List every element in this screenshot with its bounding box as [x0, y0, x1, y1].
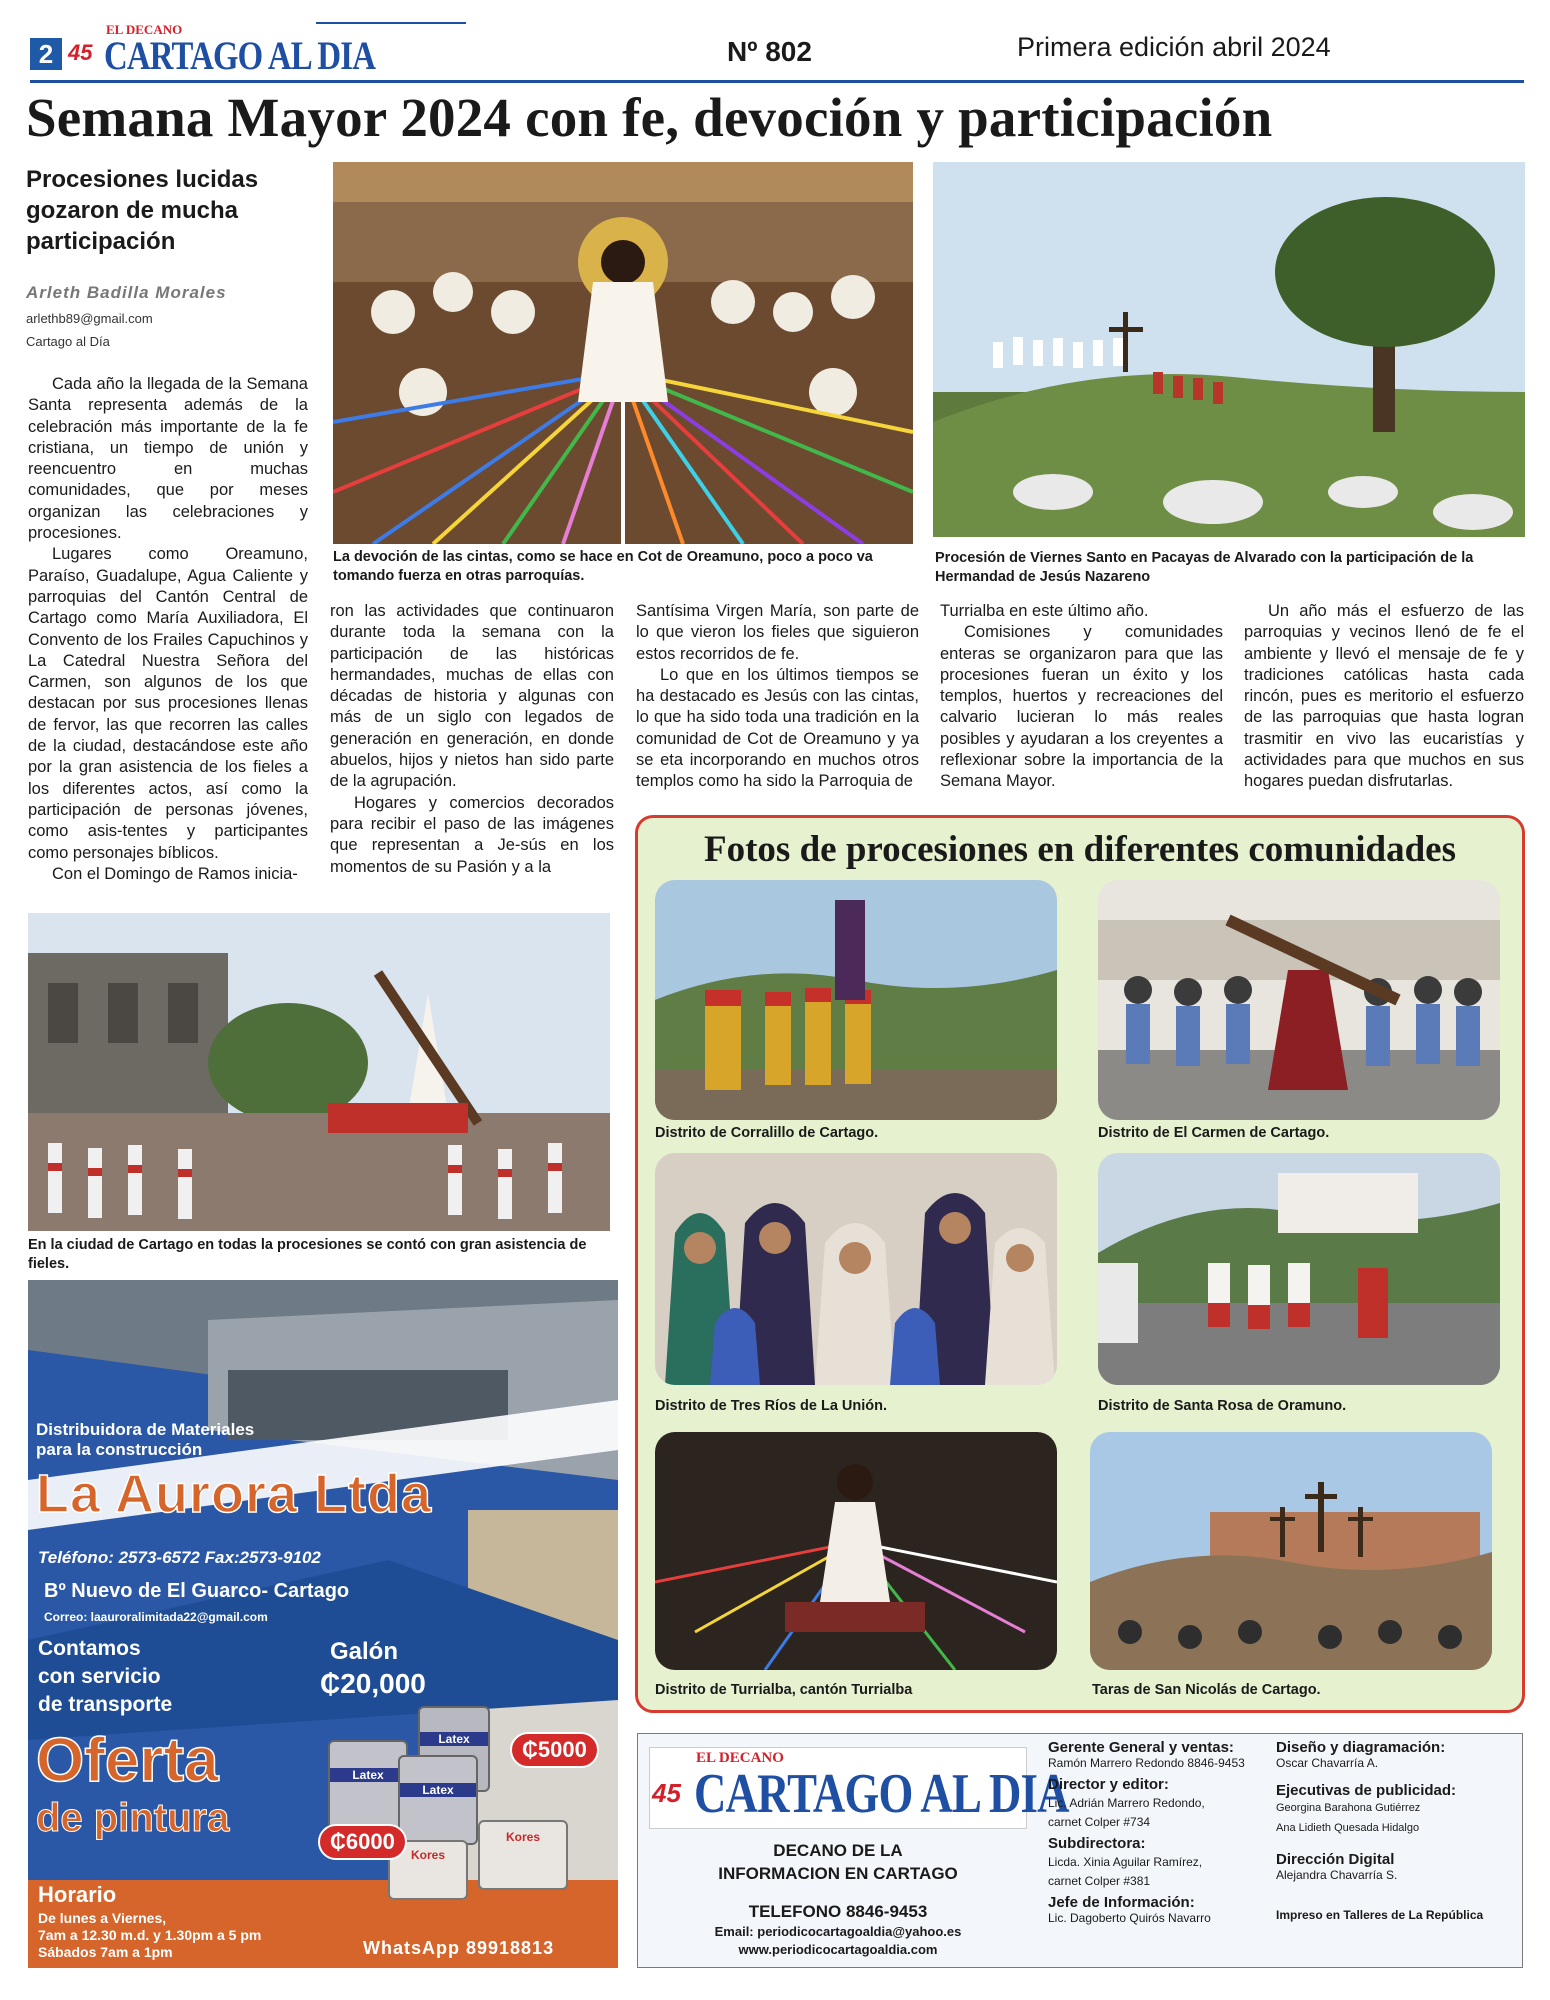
- ad-email[interactable]: Correo: laauroralimitada22@gmail.com: [44, 1610, 268, 1624]
- can-brand: Kores: [505, 1830, 540, 1844]
- caption-pacayas: Procesión de Viernes Santo en Pacayas de Alvarado con la participación de la Hermandad de Jesús Nazareno: [935, 550, 1474, 585]
- can-brand: Kores: [410, 1848, 445, 1862]
- newspaper-logo[interactable]: [68, 22, 376, 78]
- caption-cartago: En la ciudad de Cartago en todas la procesiones se contó con gran asistencia de fieles.: [28, 1237, 587, 1272]
- article-column-5: [1244, 601, 1524, 793]
- subheadline: Procesiones lucidas gozaron de mucha participación: [26, 166, 259, 255]
- caption-ribbons: La devoción de las cintas, como se hace en Cot de Oreamuno, poco a poco va tomando fuerza en otras parroquías.: [333, 549, 873, 584]
- gallery-caption: Taras de San Nicolás de Cartago.: [1092, 1682, 1321, 1698]
- staff-name: Ramón Marrero Redondo 8846-9453: [1048, 1756, 1245, 1770]
- staff-name: Georgina Barahona Gutiérrez: [1276, 1802, 1421, 1814]
- paragraph: Turrialba en este último año.: [940, 602, 1149, 620]
- gallery-photo-turrialba: [655, 1432, 1057, 1670]
- ad-phones: Teléfono: 2573-6572 Fax:2573-9102: [38, 1548, 321, 1567]
- logo-badge: 45: [68, 40, 93, 65]
- paragraph: ron las actividades que continuaron durante toda la semana con la participación de las históricas hermandades, muchas de ellas con décadas de historia y algunas con más de un siglo con legados de generación en generación, en donde abuelos, hijos y nietos han sido parte de la agrupación.: [330, 602, 614, 791]
- can-label: Latex: [420, 1732, 488, 1746]
- ad-hours-title: Horario: [38, 1882, 117, 1907]
- masthead-logo-badge: 45: [652, 1778, 681, 1808]
- masthead-slogan-line-1: DECANO DE LA: [773, 1841, 903, 1860]
- masthead-slogan: [649, 1839, 1027, 1885]
- photo-ribbons-procession: [333, 162, 913, 544]
- ad-price-badge-1: ₵5000: [510, 1732, 599, 1768]
- gallery-caption: Distrito de El Carmen de Cartago.: [1098, 1125, 1330, 1141]
- gallery-caption: Distrito de Corralillo de Cartago.: [655, 1125, 879, 1141]
- advertisement-la-aurora[interactable]: [28, 1280, 618, 1968]
- headline: Semana Mayor 2024 con fe, devoción y participación: [26, 87, 1273, 148]
- paragraph: Lugares como Oreamuno, Paraíso, Guadalupe, Agua Caliente y parroquias del Cantón Central de Cartago como María Auxiliadora, El Convento de los Frailes Capuchinos y La Catedral Nuestra Señora del Carmen, son algunos de los que destacan por sus procesiones llenas de fervor, las que recorren las calles de la ciudad, destacándose este año por la gran asistencia de los fieles a los diferentes actos, así como la participación de personas jóvenes, como asis-tentes y participantes como personajes bíblicos.: [28, 545, 308, 862]
- masthead-logo[interactable]: [649, 1747, 1069, 1829]
- ad-company-name: La Aurora Ltda: [36, 1464, 433, 1524]
- staff-label: Jefe de Información:: [1048, 1894, 1195, 1911]
- staff-name: Licda. Xinia Aguilar Ramírez,: [1048, 1855, 1203, 1869]
- staff-name: Ana Lidieth Quesada Hidalgo: [1276, 1822, 1420, 1834]
- ad-hours-line-2: 7am a 12.30 m.d. y 1.30pm a 5 pm: [38, 1927, 262, 1943]
- article-column-3: [636, 601, 919, 793]
- masthead-email[interactable]: Email: periodicocartagoaldia@yahoo.es: [714, 1924, 962, 1939]
- can-label: Latex: [400, 1783, 476, 1797]
- ad-galon-price: ₵20,000: [320, 1668, 426, 1699]
- photo-cartago-procession: [28, 913, 610, 1231]
- staff-name: Lic. Adrián Marrero Redondo,: [1048, 1796, 1205, 1810]
- staff-label: Director y editor:: [1048, 1776, 1169, 1793]
- masthead-logo-name: CARTAGO AL DIA: [694, 1763, 1069, 1825]
- gallery-photo-el-carmen: [1098, 880, 1500, 1120]
- article-column-4: [940, 601, 1223, 793]
- ad-line-1: Distribuidora de Materiales: [36, 1420, 255, 1439]
- edition-date: Primera edición abril 2024: [1017, 32, 1331, 62]
- ad-hours-line-1: De lunes a Viernes,: [38, 1910, 167, 1926]
- staff-name: Oscar Chavarría A.: [1276, 1756, 1379, 1770]
- page-number: 2: [30, 38, 62, 70]
- ad-transport-line-2: con servicio: [38, 1665, 161, 1688]
- staff-label: Dirección Digital: [1276, 1851, 1395, 1868]
- paragraph: Hogares y comercios decorados para recibir el paso de las imágenes que representan a Je-sús en los momentos de su Pasión y a la: [330, 793, 614, 876]
- gallery-photo-tres-rios: [655, 1153, 1057, 1385]
- logo-name: CARTAGO AL DIA: [104, 33, 376, 78]
- issue-number: Nº 802: [727, 36, 812, 67]
- staff-name: carnet Colper #381: [1048, 1874, 1151, 1888]
- masthead-logo-decano: EL DECANO: [696, 1750, 784, 1766]
- ad-hours-line-3: Sábados 7am a 1pm: [38, 1944, 173, 1960]
- gallery-caption: Distrito de Santa Rosa de Oramuno.: [1098, 1398, 1347, 1414]
- article-column-1: [28, 374, 308, 885]
- masthead-box: [637, 1733, 1523, 1968]
- gallery-photo-corralillo: [655, 880, 1057, 1120]
- paragraph: Un año más el esfuerzo de las parroquias y vecinos llenó de fe el ambiente y llevó el mensaje de fe y tradiciones católicas hasta cada rincón, pues es meritorio el esfuerzo de las parroquias que hasta logran trasmitir en vivo las eucaristías y actividades para que muchos en sus hogares puedan disfrutarlas.: [1244, 602, 1524, 791]
- ad-offer-line-1: Oferta: [36, 1726, 219, 1795]
- masthead-staff-col-2: [1276, 1739, 1483, 1922]
- ad-transport-line-3: de transporte: [38, 1693, 173, 1716]
- header-top-rule: [316, 22, 466, 24]
- staff-label: Diseño y diagramación:: [1276, 1739, 1446, 1756]
- gallery-photo-san-nicolas: [1090, 1432, 1492, 1670]
- ad-whatsapp[interactable]: WhatsApp 89918813: [363, 1938, 555, 1958]
- ad-offer-line-2: de pintura: [36, 1796, 230, 1840]
- gallery-caption: Distrito de Tres Ríos de La Unión.: [655, 1398, 888, 1414]
- author-email[interactable]: arlethb89@gmail.com: [26, 311, 153, 326]
- article-column-2: [330, 601, 614, 878]
- ad-transport-line-1: Contamos: [38, 1637, 141, 1660]
- paint-cans-image: [328, 1700, 578, 1890]
- logo-decano: EL DECANO: [106, 22, 183, 37]
- author-source: Cartago al Día: [26, 334, 110, 349]
- masthead-web[interactable]: www.periodicocartagoaldia.com: [738, 1942, 938, 1957]
- masthead-phone[interactable]: TELEFONO 8846-9453: [748, 1902, 928, 1921]
- can-label: Latex: [330, 1768, 406, 1782]
- ad-address: Bº Nuevo de El Guarco- Cartago: [44, 1580, 350, 1602]
- ad-hours: [38, 1910, 261, 1961]
- paragraph: Cada año la llegada de la Semana Santa representa además de la celebración más importante de la fe cristiana, un tiempo de unión y reencuentro en muchas comunidades, que por meses organizan las celebraciones y procesiones.: [28, 375, 308, 543]
- printer-credit: Impreso en Talleres de La República: [1276, 1908, 1484, 1922]
- staff-label: Gerente General y ventas:: [1048, 1739, 1234, 1756]
- ad-galon-label: Galón: [330, 1638, 399, 1665]
- staff-name: carnet Colper #734: [1048, 1815, 1151, 1829]
- paragraph: Santísima Virgen María, son parte de lo que vieron los fieles que siguieron estos recorridos de fe.: [636, 602, 919, 663]
- photo-pacayas-procession: [933, 162, 1525, 537]
- staff-name: Lic. Dagoberto Quirós Navarro: [1048, 1911, 1211, 1925]
- gallery-caption: Distrito de Turrialba, cantón Turrialba: [655, 1682, 913, 1698]
- masthead-staff-col-1: [1048, 1739, 1245, 1925]
- paragraph: Lo que en los últimos tiempos se ha destacado es Jesús con las cintas, lo que ha sido toda una tradición en la comunidad de Cot de Oreamuno y ya se eta incorporando en muchos otros templos como ha sido la Parroquia de: [636, 665, 919, 791]
- staff-name: Alejandra Chavarría S.: [1276, 1868, 1398, 1882]
- staff-label: Subdirectora:: [1048, 1835, 1146, 1852]
- gallery-title: Fotos de procesiones en diferentes comunidades: [704, 829, 1456, 870]
- header-rule: [30, 80, 1524, 83]
- ad-price-badge-2: ₵6000: [318, 1824, 407, 1860]
- author-name: Arleth Badilla Morales: [26, 283, 227, 302]
- ad-line-2: para la construcción: [36, 1440, 203, 1459]
- paragraph: Comisiones y comunidades enteras se organizaron para que las procesiones fueran un éxito y los templos, huertos y recreaciones del calvario lucieran lo más reales posibles y ayudaran a los creyentes a reflexionar sobre la importancia de la Semana Mayor.: [940, 623, 1223, 791]
- ad-transport: [38, 1635, 172, 1719]
- staff-label: Ejecutivas de publicidad:: [1276, 1782, 1457, 1799]
- gallery-photo-santa-rosa: [1098, 1153, 1500, 1385]
- masthead-slogan-line-2: INFORMACION EN CARTAGO: [718, 1864, 958, 1883]
- paragraph: Con el Domingo de Ramos inicia-: [52, 864, 298, 883]
